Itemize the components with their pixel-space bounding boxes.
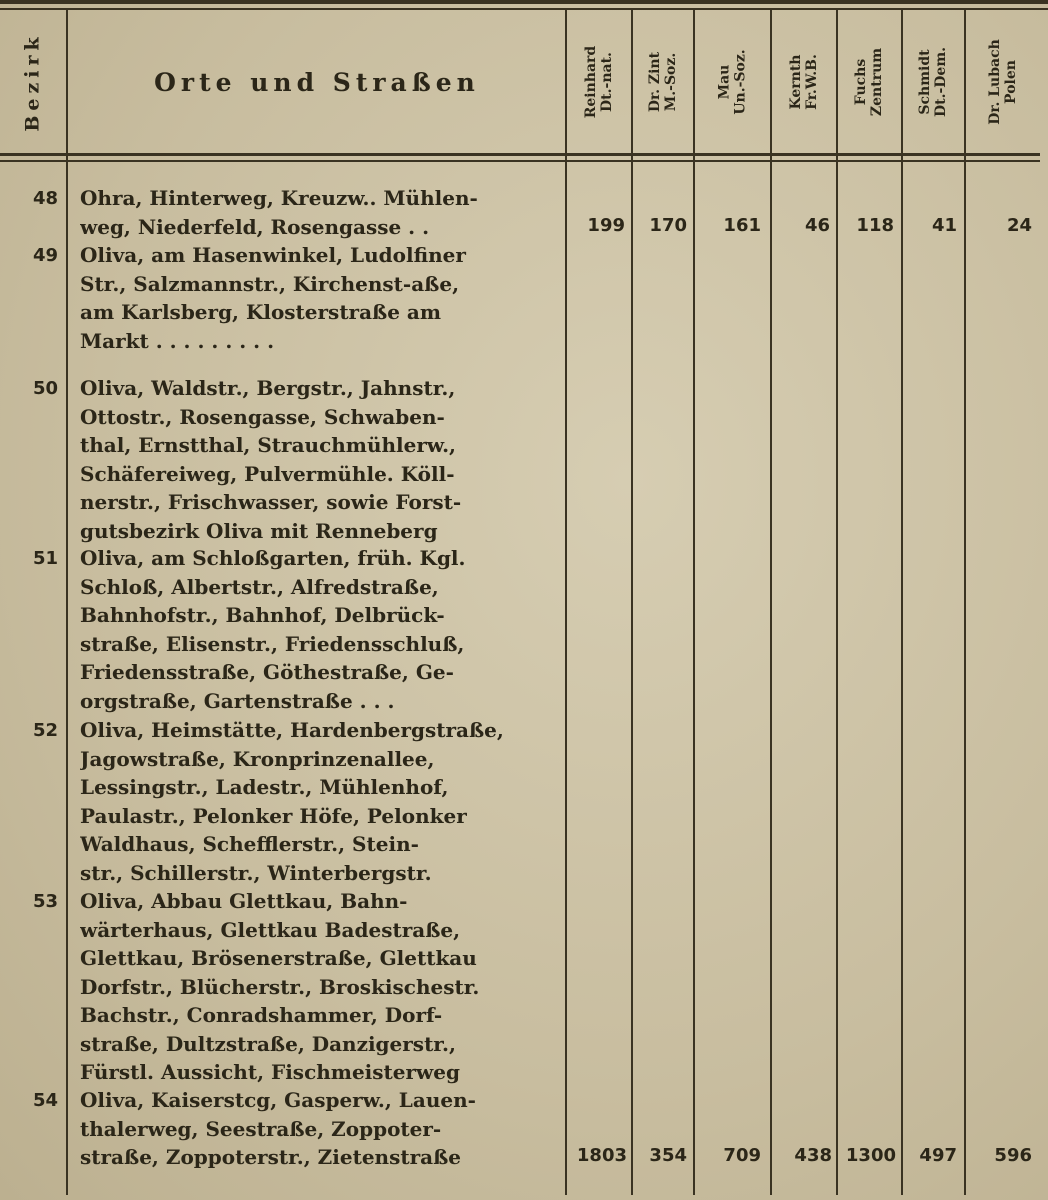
header-col-3-party: Un.-Soz. xyxy=(732,49,749,115)
entry-line: Bahnhofstr., Bahnhof, Delbrück- xyxy=(80,603,445,627)
entry-line: Jagowstraße, Kronprinzenallee, xyxy=(80,746,435,771)
col-line-1 xyxy=(631,10,633,1195)
header-col-3-name: Mau xyxy=(716,64,733,100)
header-col-1-name: Reinhard xyxy=(583,45,599,119)
vote-count-reinhard-48: 199 xyxy=(587,215,625,236)
header-rule xyxy=(0,153,1040,156)
vote-count-mau-48: 161 xyxy=(723,215,761,236)
entry-line: wärterhaus, Glettkau Badestraße, xyxy=(80,917,461,942)
row-number-52: 52 xyxy=(32,720,58,741)
row-number-53: 53 xyxy=(32,891,58,912)
entry-line: Glettkau, Brösenerstraße, Glettkau xyxy=(80,946,477,970)
vote-count-kernth-48: 46 xyxy=(804,215,830,236)
header-col-2-name: Dr. Zint xyxy=(647,51,664,113)
entry-line: Oliva, Kaiserstcg, Gasperw., Lauen- xyxy=(80,1088,476,1112)
header-col-1-party: Dt.-nat. xyxy=(599,52,615,112)
entry-line: am Karlsberg, Klosterstraße am xyxy=(80,300,442,324)
entry-line: gutsbezirk Oliva mit Renneberg xyxy=(80,518,438,543)
vote-count-schmidt-54: 497 xyxy=(919,1145,957,1166)
entry-line: Dorfstr., Blücherstr., Broskischestr. xyxy=(80,974,480,999)
entry-line: Oliva, Heimstätte, Hardenbergstraße, xyxy=(80,718,504,742)
vote-count-kernth-54: 438 xyxy=(794,1145,832,1166)
vote-count-schmidt-48: 41 xyxy=(931,215,957,236)
header-col-7 xyxy=(966,12,1040,152)
entry-line: Fürstl. Aussicht, Fischmeisterweg xyxy=(80,1060,460,1084)
vote-count-lubach-54: 596 xyxy=(994,1145,1032,1166)
header-col-5-name: Fuchs xyxy=(853,58,870,106)
entry-line: Friedensstraße, Göthestraße, Ge- xyxy=(80,660,454,684)
header-col-6-party: Dt.-Dem. xyxy=(933,46,950,118)
header-col-5 xyxy=(838,12,901,152)
vote-count-reinhard-54: 1803 xyxy=(576,1145,627,1166)
row-number-49: 49 xyxy=(32,245,58,266)
col-line-6 xyxy=(964,10,966,1195)
col-line-3 xyxy=(770,10,772,1195)
entry-line: Lessingstr., Ladestr., Mühlenhof, xyxy=(80,775,449,799)
vote-count-mau-54: 709 xyxy=(723,1145,761,1166)
col-line-5 xyxy=(901,10,903,1195)
entry-line: Schäfereiweg, Pulvermühle. Köll- xyxy=(80,461,455,486)
entry-line: weg, Niederfeld, Rosengasse . . xyxy=(80,214,430,239)
row-entry-49 xyxy=(80,241,550,355)
col-line-orte xyxy=(565,10,567,1195)
entry-line: nerstr., Frischwasser, sowie Forst- xyxy=(80,490,462,514)
entry-line: Ohra, Hinterweg, Kreuzw.. Mühlen- xyxy=(80,186,478,210)
header-col-1 xyxy=(567,12,631,152)
header-col-6-name: Schmidt xyxy=(917,49,934,115)
entry-line: Schloß, Albertstr., Alfredstraße, xyxy=(80,574,439,599)
row-number-54: 54 xyxy=(32,1090,58,1111)
header-col-5-party: Zentrum xyxy=(869,47,886,117)
entry-line: Markt . . . . . . . . . xyxy=(80,328,275,353)
row-number-50: 50 xyxy=(32,378,58,399)
header-col-4-name: Kernth xyxy=(788,54,804,110)
entry-line: Paulastr., Pelonker Höfe, Pelonker xyxy=(80,803,467,828)
vote-count-fuchs-54: 1300 xyxy=(845,1145,896,1166)
col-line-bezirk xyxy=(66,10,68,1195)
entry-line: thal, Ernstthal, Strauchmühlerw., xyxy=(80,433,457,457)
vote-count-zint-54: 354 xyxy=(649,1145,687,1166)
entry-line: Waldhaus, Schefflerstr., Stein- xyxy=(80,832,419,856)
header-col-2 xyxy=(633,12,693,152)
header-orte-und-strassen: Orte und Straßen xyxy=(154,67,480,97)
entry-line: straße, Dultzstraße, Danzigerstr., xyxy=(80,1031,456,1056)
row-entry-54 xyxy=(80,1086,550,1172)
row-entry-53 xyxy=(80,887,550,1087)
row-number-51: 51 xyxy=(32,548,58,569)
entry-line: Oliva, Waldstr., Bergstr., Jahnstr., xyxy=(80,376,456,400)
top-rule-2 xyxy=(0,8,1048,10)
entry-line: thalerweg, Seestraße, Zoppoter- xyxy=(80,1116,442,1141)
row-entry-50 xyxy=(80,374,550,545)
header-col-7-name: Dr. Lubach xyxy=(987,39,1004,125)
entry-line: str., Schillerstr., Winterbergstr. xyxy=(80,860,432,885)
vote-count-fuchs-48: 118 xyxy=(856,215,894,236)
row-entry-52 xyxy=(80,716,550,887)
entry-line: Bachstr., Conradshammer, Dorf- xyxy=(80,1003,443,1027)
col-line-4 xyxy=(836,10,838,1195)
header-col-6 xyxy=(903,12,964,152)
col-line-2 xyxy=(693,10,695,1195)
entry-line: Ottostr., Rosengasse, Schwaben- xyxy=(80,404,445,429)
header-bezirk: Bezirk xyxy=(22,32,44,132)
vote-count-zint-48: 170 xyxy=(649,215,687,236)
entry-line: straße, Zoppoterstr., Zietenstraße xyxy=(80,1145,462,1169)
header-col-3 xyxy=(695,12,770,152)
header-col-4-party: Fr.W.B. xyxy=(804,54,820,110)
entry-line: Oliva, Abbau Glettkau, Bahn- xyxy=(80,889,408,913)
row-number-48: 48 xyxy=(32,188,58,209)
entry-line: Str., Salzmannstr., Kirchenst-aße, xyxy=(80,271,460,296)
vote-count-lubach-48: 24 xyxy=(1006,215,1032,236)
header-col-2-party: M.-Soz. xyxy=(663,52,680,112)
entry-line: Oliva, am Schloßgarten, früh. Kgl. xyxy=(80,546,466,570)
row-entry-51 xyxy=(80,544,550,715)
entry-line: straße, Elisenstr., Friedensschluß, xyxy=(80,631,465,656)
header-col-7-party: Polen xyxy=(1003,60,1020,104)
header-rule-2 xyxy=(0,160,1040,162)
entry-line: orgstraße, Gartenstraße . . . xyxy=(80,688,395,713)
entry-line: Oliva, am Hasenwinkel, Ludolfiner xyxy=(80,243,466,267)
row-entry-48 xyxy=(80,184,550,241)
header-col-4 xyxy=(772,12,836,152)
top-rule xyxy=(0,0,1048,4)
